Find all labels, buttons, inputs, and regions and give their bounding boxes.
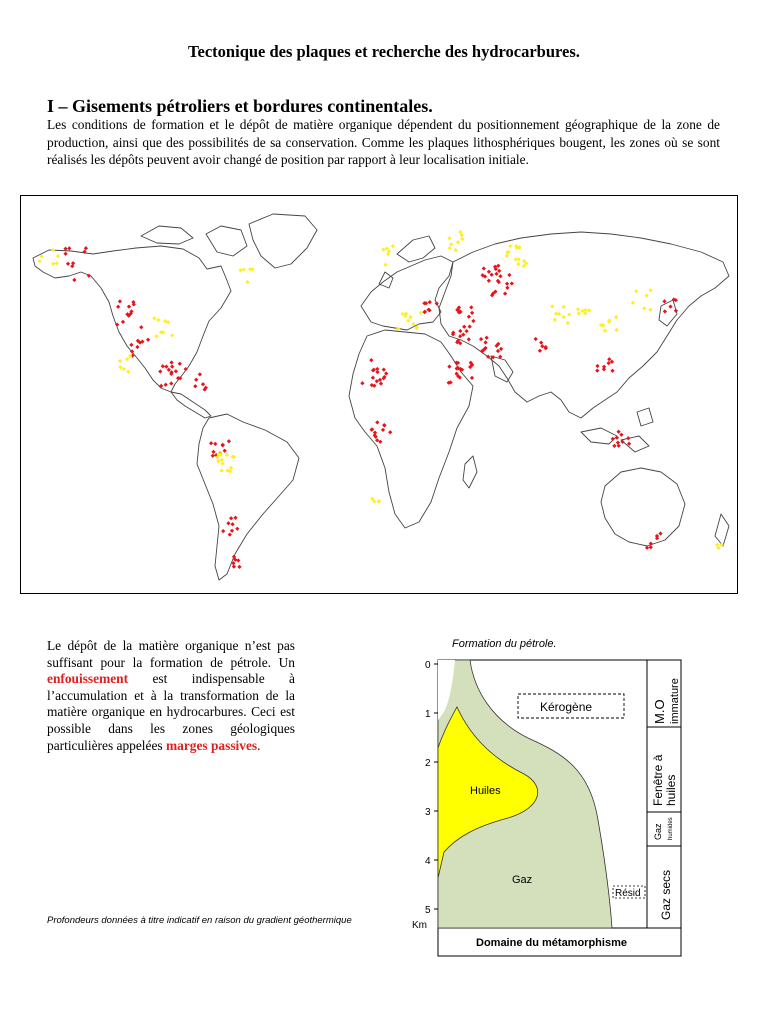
oil-deposit-marker: [63, 247, 67, 251]
depth-tick: 1: [425, 709, 431, 720]
gas-deposit-marker: [220, 462, 224, 466]
oil-deposit-marker: [485, 336, 489, 340]
oil-deposit-marker: [375, 420, 379, 424]
gas-deposit-marker: [642, 306, 646, 310]
oil-deposit-marker: [235, 527, 239, 531]
oil-deposit-marker: [538, 349, 542, 353]
oil-deposit-marker: [211, 450, 215, 454]
gas-deposit-marker: [238, 268, 242, 272]
oil-deposit-marker: [490, 273, 494, 277]
oil-deposit-marker: [510, 281, 514, 285]
gas-deposit-marker: [576, 307, 580, 311]
gas-deposit-marker: [562, 305, 566, 309]
gas-deposit-marker: [51, 248, 55, 252]
europe-outline: [361, 256, 453, 330]
oil-deposit-marker: [610, 369, 614, 373]
gas-deposit-marker: [39, 254, 43, 258]
mo-line2: immature: [669, 678, 681, 724]
oil-deposit-marker: [164, 364, 168, 368]
resid-label: Résid: [615, 888, 641, 899]
depth-note: Profondeurs données à titre indicatif en raison du gradient géothermique: [47, 915, 352, 926]
gas-deposit-marker: [229, 466, 233, 470]
oil-deposit-marker: [169, 360, 173, 364]
oil-deposit-marker: [169, 381, 173, 385]
oil-deposit-marker: [458, 329, 462, 333]
asia-outline: [439, 232, 729, 418]
south-america-outline: [197, 414, 299, 580]
world-map: [20, 195, 738, 594]
gas-deposit-marker: [56, 254, 60, 258]
mo-line1: M.O: [652, 699, 667, 724]
oil-deposit-marker: [539, 340, 543, 344]
oil-deposit-marker: [121, 320, 125, 324]
oil-deposit-marker: [534, 337, 538, 341]
kerogene-label: Kérogène: [540, 700, 593, 714]
oil-deposit-marker: [127, 304, 131, 308]
gas-deposit-marker: [51, 262, 55, 266]
gas-deposit-marker: [415, 326, 419, 330]
gas-deposit-marker: [516, 262, 520, 266]
diagram-title: Formation du pétrole.: [452, 638, 557, 650]
oil-deposit-marker: [226, 521, 230, 525]
oil-deposit-marker: [230, 529, 234, 533]
gas-deposit-marker: [567, 312, 571, 316]
gas-deposit-marker: [562, 315, 566, 319]
depth-tick: 0: [425, 660, 431, 671]
gas-deposit-marker: [508, 244, 512, 248]
oil-deposit-marker: [602, 367, 606, 371]
oil-deposit-marker: [174, 369, 178, 373]
oil-deposit-marker: [615, 436, 619, 440]
gas-deposit-marker: [37, 259, 41, 263]
oil-deposit-marker: [645, 546, 649, 550]
oil-deposit-marker: [223, 449, 227, 453]
oil-deposit-marker: [595, 368, 599, 372]
oil-deposit-marker: [616, 440, 620, 444]
oil-deposit-marker: [612, 444, 616, 448]
oil-deposit-marker: [482, 266, 486, 270]
oil-deposit-marker: [617, 444, 621, 448]
oil-deposit-marker: [129, 343, 133, 347]
gas-deposit-marker: [125, 357, 129, 361]
oil-deposit-marker: [170, 364, 174, 368]
oil-deposit-marker: [237, 565, 241, 569]
north-america-outline: [33, 246, 231, 392]
africa-outline: [349, 330, 473, 528]
oil-deposit-marker: [221, 443, 225, 447]
gas-deposit-marker: [645, 293, 649, 297]
oil-deposit-marker: [467, 315, 471, 319]
oil-deposit-marker: [469, 305, 473, 309]
gas-deposit-marker: [248, 267, 252, 271]
oil-deposit-marker: [499, 347, 503, 351]
gas-deposit-marker: [460, 237, 464, 241]
oil-deposit-marker: [161, 364, 165, 368]
oil-deposit-marker: [233, 516, 237, 520]
oil-deposit-marker: [135, 345, 139, 349]
oil-deposit-marker: [662, 299, 666, 303]
oil-deposit-marker: [209, 441, 213, 445]
domain-label: Domaine du métamorphisme: [476, 937, 627, 949]
oil-deposit-marker: [232, 564, 236, 568]
oil-deposit-marker: [229, 516, 233, 520]
oil-deposit-marker: [164, 383, 168, 387]
depth-unit: Km: [412, 920, 427, 931]
oil-deposit-marker: [178, 362, 182, 366]
oil-deposit-marker: [470, 376, 474, 380]
oil-deposit-marker: [483, 340, 487, 344]
gas-deposit-marker: [381, 247, 385, 251]
oil-deposit-marker: [360, 381, 364, 385]
oil-deposit-marker: [227, 439, 231, 443]
gas-deposit-marker: [396, 327, 400, 331]
oil-deposit-marker: [505, 282, 509, 286]
gas-deposit-marker: [406, 318, 410, 322]
gas-deposit-marker: [408, 315, 412, 319]
oil-deposit-marker: [507, 273, 511, 277]
oil-deposit-marker: [198, 372, 202, 376]
australia-outline: [601, 468, 685, 546]
oil-deposit-marker: [221, 529, 225, 533]
gas-deposit-marker: [453, 248, 457, 252]
gas-deposit-marker: [154, 334, 158, 338]
gas-deposit-marker: [448, 246, 452, 250]
oil-deposit-marker: [611, 437, 615, 441]
oil-deposit-marker: [655, 536, 659, 540]
gas-deposit-marker: [219, 468, 223, 472]
oil-deposit-marker: [66, 262, 70, 266]
gas-deposit-marker: [156, 318, 160, 322]
oil-deposit-marker: [63, 252, 67, 256]
gas-deposit-marker: [603, 328, 607, 332]
section-heading: I – Gisements pétroliers et bordures continentales.: [47, 96, 433, 116]
gas-deposit-marker: [122, 367, 126, 371]
oil-deposit-marker: [118, 299, 122, 303]
oil-deposit-marker: [184, 367, 188, 371]
enfouissement-paragraph: [47, 638, 295, 754]
oil-deposit-marker: [428, 300, 432, 304]
depth-tick: 3: [425, 807, 431, 818]
oil-deposit-marker: [496, 349, 500, 353]
oil-formation-svg: [400, 630, 700, 960]
oil-deposit-marker: [435, 301, 439, 305]
fenetre-line1: Fenêtre à: [651, 754, 665, 806]
gas-deposit-marker: [55, 261, 59, 265]
oil-deposit-marker: [236, 558, 240, 562]
para-text-1: Le dépôt de la matière organique n’est pas suffisant pour la formation de pétrole. Un: [47, 638, 295, 670]
oil-deposit-marker: [487, 279, 491, 283]
depth-tick: 2: [425, 758, 431, 769]
oil-deposit-marker: [84, 246, 88, 250]
depth-tick: 5: [425, 905, 431, 916]
oil-deposit-marker: [369, 358, 373, 362]
gas-deposit-marker: [505, 254, 509, 258]
gas-deposit-marker: [577, 311, 581, 315]
enfouissement-highlight: enfouissement: [47, 671, 129, 687]
gaz-label: Gaz: [512, 874, 533, 886]
gas-deposit-marker: [126, 370, 130, 374]
gas-deposit-marker: [245, 280, 249, 284]
oil-deposit-marker: [505, 286, 509, 290]
oil-deposit-marker: [487, 270, 491, 274]
oil-deposit-marker: [384, 371, 388, 375]
oil-deposit-marker: [375, 367, 379, 371]
oil-deposit-marker: [379, 381, 383, 385]
gas-deposit-marker: [614, 315, 618, 319]
gas-deposit-marker: [391, 244, 395, 248]
oil-deposit-marker: [503, 291, 507, 295]
page-title: Tectonique des plaques et recherche des hydrocarbures.: [188, 42, 580, 61]
gas-deposit-marker: [449, 242, 453, 246]
gas-deposit-marker: [554, 312, 558, 316]
gas-deposit-marker: [648, 288, 652, 292]
oil-deposit-marker: [540, 344, 544, 348]
gas-deposit-marker: [118, 359, 122, 363]
gas-deposit-marker: [550, 304, 554, 308]
oil-deposit-marker: [497, 269, 501, 273]
oil-deposit-marker: [116, 305, 120, 309]
oil-deposit-marker: [382, 367, 386, 371]
oil-formation-diagram: [400, 630, 700, 960]
para-text-3: .: [257, 737, 261, 753]
gas-deposit-marker: [634, 289, 638, 293]
oil-deposit-marker: [658, 531, 662, 535]
oil-deposit-marker: [159, 384, 163, 388]
oil-deposit-marker: [211, 454, 215, 458]
oil-deposit-marker: [468, 324, 472, 328]
oil-deposit-marker: [371, 376, 375, 380]
oil-deposit-marker: [381, 428, 385, 432]
gas-deposit-marker: [118, 365, 122, 369]
gas-deposit-marker: [553, 318, 557, 322]
oil-deposit-marker: [626, 436, 630, 440]
gas-deposit-marker: [513, 257, 517, 261]
gaz-secs-label: Gaz secs: [659, 869, 673, 920]
oil-deposit-marker: [167, 368, 171, 372]
oil-deposit-marker: [67, 246, 71, 250]
gas-deposit-marker: [242, 268, 246, 272]
oil-deposit-marker: [388, 430, 392, 434]
oil-deposit-marker: [471, 319, 475, 323]
huiles-label: Huiles: [470, 785, 501, 797]
oil-deposit-marker: [146, 338, 150, 342]
oil-deposit-marker: [228, 532, 232, 536]
oil-deposit-marker: [72, 278, 76, 282]
oil-deposit-marker: [595, 364, 599, 368]
oil-deposit-marker: [619, 433, 623, 437]
gas-deposit-marker: [383, 263, 387, 267]
oil-deposit-marker: [447, 364, 451, 368]
greenland-outline: [249, 214, 317, 268]
marges-passives-highlight: marges passives: [165, 737, 258, 753]
oil-deposit-marker: [663, 309, 667, 313]
continent-outlines: [33, 214, 729, 580]
oil-deposit-marker: [464, 329, 468, 333]
depth-tick: 4: [425, 856, 431, 867]
oil-deposit-marker: [467, 337, 471, 341]
oil-deposit-marker: [213, 442, 217, 446]
gas-deposit-marker: [631, 301, 635, 305]
gas-deposit-marker: [170, 333, 174, 337]
oil-deposit-marker: [158, 369, 162, 373]
gas-deposit-marker: [566, 321, 570, 325]
oil-deposit-marker: [370, 428, 374, 432]
oil-deposit-marker: [470, 311, 474, 315]
oil-deposit-marker: [494, 272, 498, 276]
depth-axis: [412, 660, 431, 931]
oil-deposit-marker: [382, 423, 386, 427]
oil-deposit-marker: [422, 310, 426, 314]
oil-deposit-marker: [201, 382, 205, 386]
para-text-2: est indispensable à l’accumulation et à la transformation de la matière organique en hydrocarbures. Ceci est possible dans les zones géologiques particulières appelées: [47, 671, 295, 753]
gas-deposit-marker: [152, 316, 156, 320]
oil-deposit-marker: [193, 384, 197, 388]
gas-deposit-marker: [648, 308, 652, 312]
oil-deposit-marker: [498, 274, 502, 278]
oil-deposit-marker: [616, 430, 620, 434]
oil-deposit-marker: [674, 309, 678, 313]
oil-deposit-marker: [479, 337, 483, 341]
gas-deposit-marker: [419, 311, 423, 315]
gaz-humides-2: humides: [668, 817, 674, 840]
gas-deposit-marker: [614, 328, 618, 332]
world-map-svg: [21, 196, 737, 593]
gas-deposit-marker: [456, 240, 460, 244]
oil-deposit-marker: [230, 522, 234, 526]
oil-deposit-marker: [462, 325, 466, 329]
intro-paragraph: Les conditions de formation et le dépôt de matière organique dépendent du positionnement géographique de la zone de production, ainsi que des possibilités de sa conservation. Comme les plaques lithosphériques bougent, les zones où se sont réalisés les dépôts peuvent avoir changé de position par rapport à leur localisation initiale.: [47, 117, 720, 167]
oil-deposit-marker: [194, 378, 198, 382]
oil-deposit-marker: [668, 304, 672, 308]
fenetre-line2: huiles: [664, 774, 678, 806]
gaz-humides-1: Gaz: [653, 823, 663, 840]
gas-deposit-marker: [587, 308, 591, 312]
oil-deposit-marker: [139, 325, 143, 329]
gas-deposit-marker: [447, 236, 451, 240]
gas-deposit-marker: [225, 453, 229, 457]
